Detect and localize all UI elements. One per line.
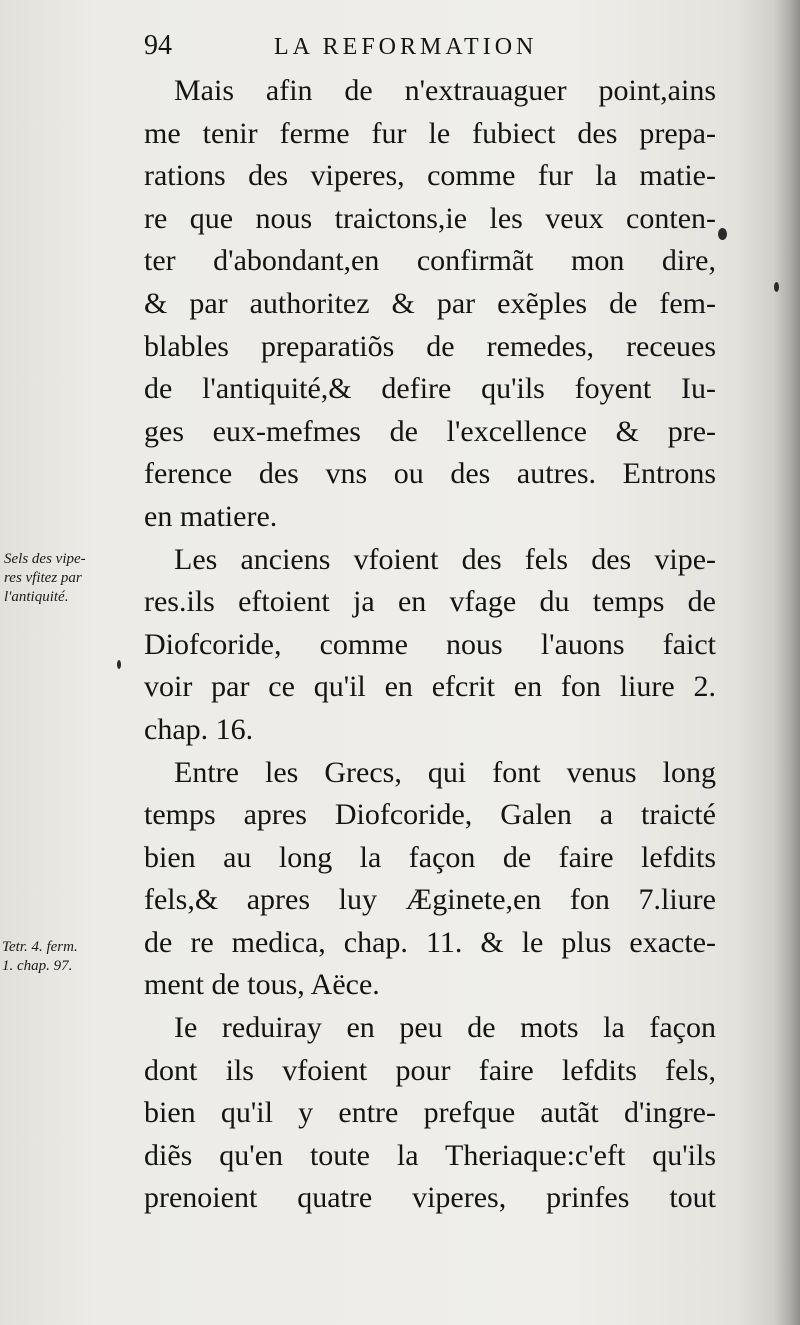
text-line: Entre les Grecs, qui font venus long [174,755,716,789]
margin-note [2,938,136,976]
text-line: ference des vns ou des autres. Entrons [144,457,716,491]
text-line: de re medica, chap. 11. & le plus exacte- [144,925,716,959]
margin-note-line: 1. chap. 97. [2,958,73,974]
text-line: me tenir ferme fur le fubiect des prepa- [144,116,716,150]
text-line: temps apres Diofcoride, Galen a traicté [144,798,716,832]
page-number: 94 [144,30,172,61]
text-line: & par authoritez & par exẽples de fem- [144,286,716,320]
running-head: LA REFORMATION [274,34,538,60]
text-line: dont ils vfoient pour faire lefdits fels, [144,1053,716,1087]
text-line: rations des viperes, comme fur la matie- [144,159,716,193]
text-line: re que nous traictons,ie les veux conten- [144,201,716,235]
text-line: diẽs qu'en toute la Theriaque:c'eft qu'ils [144,1138,716,1172]
text-line: bien qu'il y entre prefque autãt d'ingre- [144,1096,716,1130]
page-header [140,28,720,68]
text-line: chap. 16. [144,712,254,746]
body-text [144,70,716,1220]
text-line: Diofcoride, comme nous l'auons faict [144,627,716,661]
text-line: res.ils eftoient ja en vfage du temps de [144,585,716,619]
ink-speck [117,660,121,669]
margin-note [4,550,138,607]
margin-note-line: Sels des vipe- [4,551,86,567]
text-line: fels,& apres luy Æginete,en fon 7.liure [144,883,716,917]
text-line: bien au long la façon de faire lefdits [144,840,716,874]
page-edge-shadow [774,0,800,1325]
text-line: en matiere. [144,499,278,533]
ink-speck [718,228,727,240]
text-line: Mais afin de n'extrauaguer point,ains [174,74,716,107]
margin-note-line: Tetr. 4. ferm. [2,939,78,955]
text-line: blables preparatiõs de remedes, receues [144,329,716,363]
text-line: voir par ce qu'il en efcrit en fon liure 2. [144,670,716,704]
text-line: de l'antiquité,& defire qu'ils foyent Iu- [144,372,716,406]
text-line: ter d'abondant,en confirmãt mon dire, [144,244,716,278]
text-line: ges eux-mefmes de l'excellence & pre- [144,414,716,448]
ink-speck [774,282,779,292]
margin-note-line: res vfitez par [4,570,82,586]
text-line: prenoient quatre viperes, prinfes tout [144,1181,716,1215]
margin-note-line: l'antiquité. [4,589,69,605]
text-line: Ie reduiray en peu de mots la façon [174,1011,716,1045]
text-line: Les anciens vfoient des fels des vipe- [174,542,716,576]
text-line: ment de tous, Aëce. [144,968,380,1002]
